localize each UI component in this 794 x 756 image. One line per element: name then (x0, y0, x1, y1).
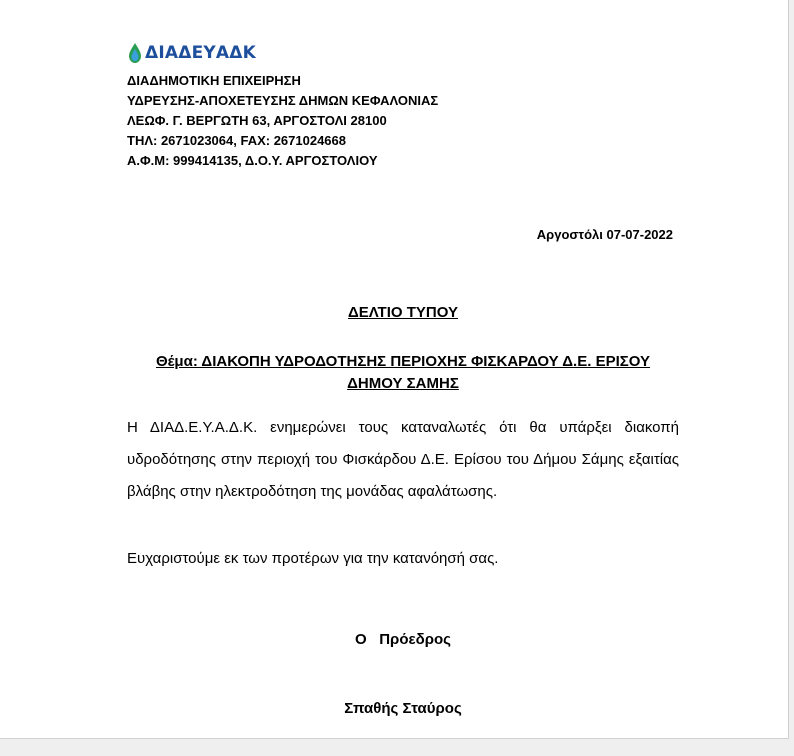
water-drop-icon (127, 42, 143, 64)
company-logo (127, 40, 438, 66)
signer-name: Σπαθής Σταύρος (344, 700, 462, 717)
header-line-company: ΔΙΑΔΗΜΟΤΙΚΗ ΕΠΙΧΕΙΡΗΣΗ (127, 73, 301, 88)
letterhead (127, 40, 438, 171)
signer-role: Ο Πρόεδρος (355, 631, 451, 648)
thanks-paragraph: Ευχαριστούμε εκ των προτέρων για την κατανόησή σας. (127, 550, 499, 567)
document-date: Αργοστόλι 07-07-2022 (536, 227, 673, 242)
document-subject (127, 351, 679, 395)
header-line-phone: ΤΗΛ: 2671023064, FAX: 2671024668 (127, 133, 346, 148)
header-line-tax: Α.Φ.Μ: 999414135, Δ.Ο.Υ. ΑΡΓΟΣΤΟΛΙΟΥ (127, 153, 378, 168)
header-line-address: ΛΕΩΦ. Γ. ΒΕΡΓΩΤΗ 63, ΑΡΓΟΣΤΟΛΙ 28100 (127, 113, 387, 128)
subject-line-1: Θέμα: ΔΙΑΚΟΠΗ ΥΔΡΟΔΟΤΗΣΗΣ ΠΕΡΙΟΧΗΣ ΦΙΣΚΑΡΔΟΥ Δ.Ε. ΕΡΙΣΟΥ (155, 353, 651, 370)
subject-line-2: ΔΗΜΟΥ ΣΑΜΗΣ (347, 375, 459, 392)
document-title: ΔΕΛΤΙΟ ΤΥΠΟΥ (348, 304, 458, 321)
logo-text: ΔΙΑΔΕΥΑΔΚ (145, 43, 257, 63)
header-line-service: ΥΔΡΕΥΣΗΣ-ΑΠΟΧΕΤΕΥΣΗΣ ΔΗΜΩΝ ΚΕΦΑΛΟΝΙΑΣ (127, 93, 439, 108)
body-paragraph: Η ΔΙΑΔ.Ε.Υ.Α.Δ.Κ. ενημερώνει τους καταναλωτές ότι θα υπάρξει διακοπή υδροδότησης στην περιοχή του Φισκάρδου Δ.Ε. Ερίσου του Δήμου Σάμης εξαιτίας βλάβης στην ηλεκτροδότηση της μονάδας αφαλάτωσης. (127, 419, 679, 500)
